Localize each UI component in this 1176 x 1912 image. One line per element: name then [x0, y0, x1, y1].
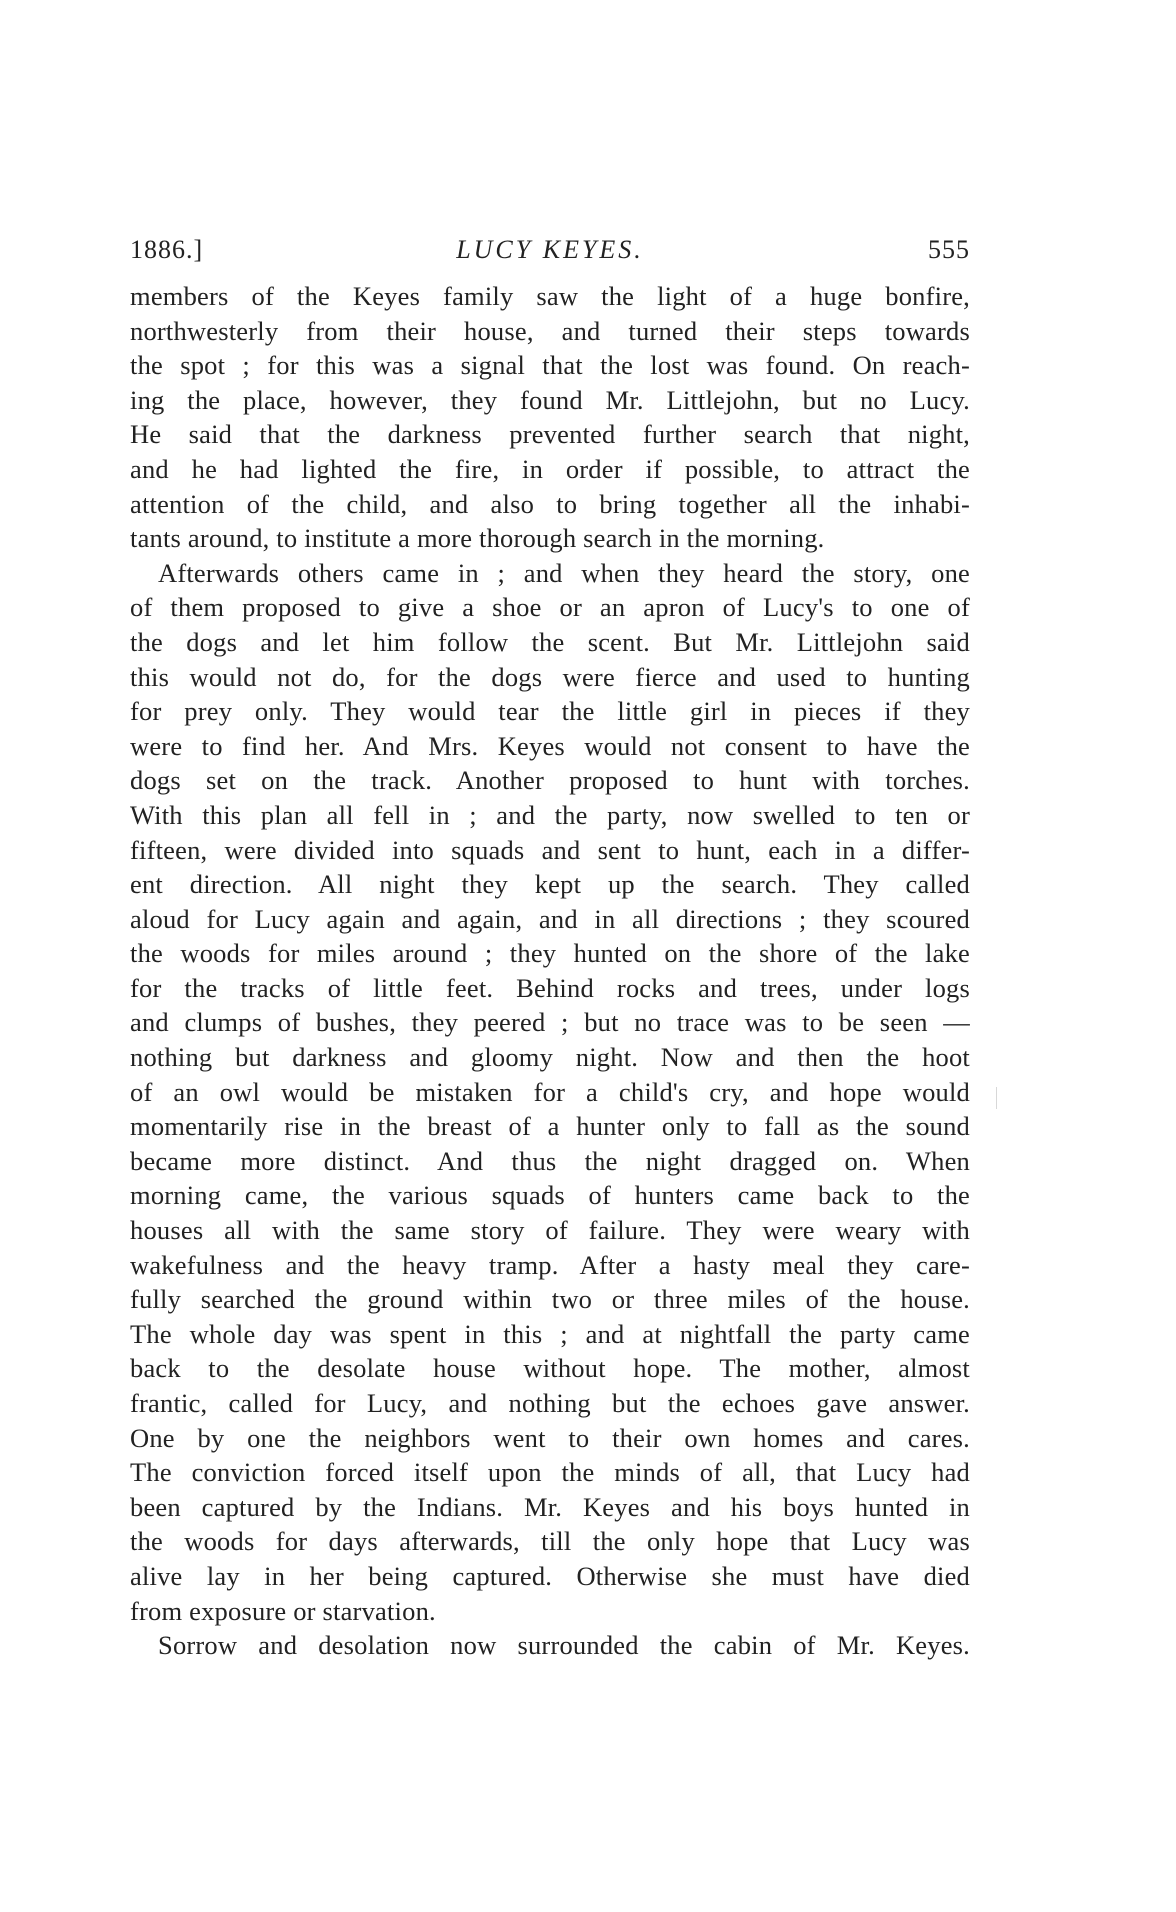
header-title: LUCY KEYES. — [456, 235, 644, 264]
page-number: 555 — [928, 235, 970, 264]
text-line: nothing but darkness and gloomy night. Now and then the hoot — [130, 1042, 970, 1073]
text-line: The whole day was spent in this ; and at nightfall the party came — [130, 1318, 970, 1349]
text-line: the dogs and let him follow the scent. But Mr. Littlejohn said — [130, 626, 970, 657]
text-line: momentarily rise in the breast of a hunter only to fall as the sound — [130, 1111, 970, 1142]
paragraph-start-line: Sorrow and desolation now surrounded the cabin of Mr. Keyes. — [158, 1630, 970, 1661]
header-year: 1886.] — [130, 235, 204, 264]
body-text — [130, 279, 970, 1663]
text-line: of them proposed to give a shoe or an apron of Lucy's to one of — [130, 592, 970, 623]
text-line: wakefulness and the heavy tramp. After a hasty meal they care- — [130, 1249, 970, 1280]
text-line: alive lay in her being captured. Otherwise she must have died — [130, 1560, 970, 1591]
text-line: He said that the darkness prevented further search that night, — [130, 419, 970, 450]
paragraph-start-line: Afterwards others came in ; and when they heard the story, one — [158, 557, 970, 588]
text-line: tants around, to institute a more thorough search in the morning. — [130, 523, 825, 554]
text-line: dogs set on the track. Another proposed to hunt with torches. — [130, 765, 970, 796]
text-line: fifteen, were divided into squads and sent to hunt, each in a differ- — [130, 834, 970, 865]
text-line: morning came, the various squads of hunters came back to the — [130, 1180, 970, 1211]
text-line: The conviction forced itself upon the minds of all, that Lucy had — [130, 1457, 970, 1488]
text-line: One by one the neighbors went to their own homes and cares. — [130, 1422, 970, 1453]
text-line: fully searched the ground within two or three miles of the house. — [130, 1284, 970, 1315]
text-line: back to the desolate house without hope. The mother, almost — [130, 1353, 970, 1384]
text-line: for the tracks of little feet. Behind rocks and trees, under logs — [130, 972, 970, 1003]
text-line: northwesterly from their house, and turned their steps towards — [130, 315, 970, 346]
text-line: With this plan all fell in ; and the party, now swelled to ten or — [130, 799, 970, 830]
text-line: members of the Keyes family saw the light of a huge bonfire, — [130, 281, 970, 311]
text-line: aloud for Lucy again and again, and in all directions ; they scoured — [130, 903, 970, 934]
text-line: ing the place, however, they found Mr. Littlejohn, but no Lucy. — [130, 384, 970, 415]
text-line: and he had lighted the fire, in order if possible, to attract the — [130, 453, 970, 484]
text-line: the woods for miles around ; they hunted on the shore of the lake — [130, 938, 970, 969]
text-line: from exposure or starvation. — [130, 1595, 436, 1626]
text-line: were to find her. And Mrs. Keyes would not consent to have the — [130, 730, 970, 761]
text-line: ent direction. All night they kept up the search. They called — [130, 869, 970, 900]
text-line: of an owl would be mistaken for a child's cry, and hope would — [130, 1076, 970, 1107]
book-page — [130, 225, 970, 1663]
text-line: this would not do, for the dogs were fierce and used to hunting — [130, 661, 970, 692]
running-head — [130, 225, 970, 265]
text-line: been captured by the Indians. Mr. Keyes and his boys hunted in — [130, 1491, 970, 1522]
text-line: houses all with the same story of failure. They were weary with — [130, 1215, 970, 1246]
text-line: frantic, called for Lucy, and nothing but the echoes gave answer. — [130, 1388, 970, 1418]
margin-speck — [996, 1087, 997, 1109]
text-line: and clumps of bushes, they peered ; but no trace was to be seen — — [130, 1007, 970, 1038]
text-line: attention of the child, and also to bring together all the inhabi- — [130, 488, 970, 519]
text-line: became more distinct. And thus the night dragged on. When — [130, 1145, 970, 1176]
text-line: for prey only. They would tear the little girl in pieces if they — [130, 696, 970, 727]
text-line: the woods for days afterwards, till the only hope that Lucy was — [130, 1526, 970, 1557]
text-line: the spot ; for this was a signal that the lost was found. On reach- — [130, 350, 970, 381]
